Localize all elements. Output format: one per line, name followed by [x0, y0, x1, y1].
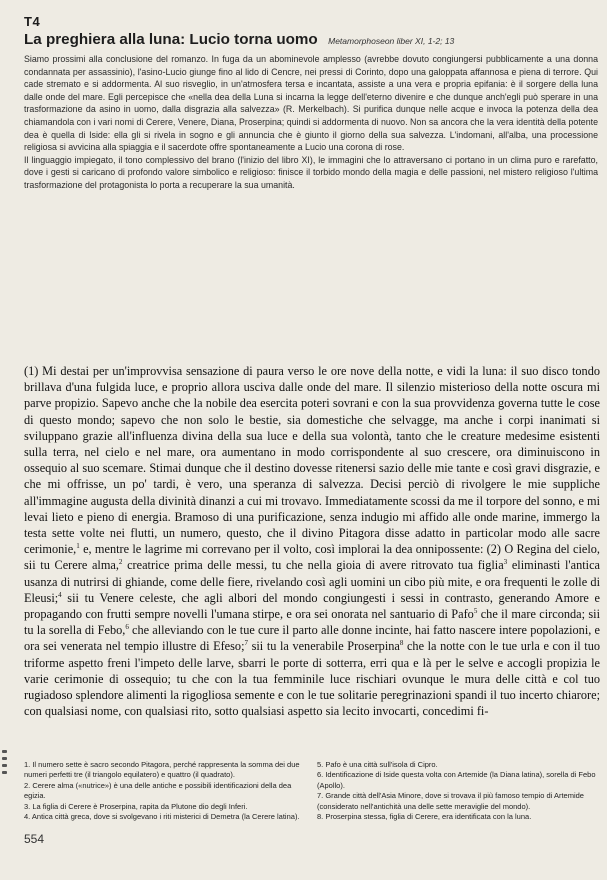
footnotes	[24, 760, 600, 822]
footnote: 7. Grande città dell'Asia Minore, dove si trovava il più famoso tempio di Artemide (considerato nell'antichità una delle sette meraviglie del mondo).	[317, 791, 584, 811]
footnote-ref: 8	[399, 639, 404, 648]
text-label: T4	[24, 14, 41, 29]
section-heading	[24, 31, 604, 49]
passage-text: (1) Mi destai per un'improvvisa sensazione di paura verso le ore nove della notte, e vidi la luna: il suo disco tondo brillava d'una fulgida luce, e proprio allora usciva dalle onde del mare. Il silenzio misterioso della notte oscura mi parve propizio. Sapevo anche che la nobile dea esercita poteri sovrani e con la sua provvidenza governa tutte le cose di questo mondo; sapevo che non solo le bestie, sia domestiche che selvagge, ma anche i corpi inanimati si sviluppano grazie all'influenza divina della sua luce e della sua volontà, tanto che le creature medesime esistenti sulla terra, nel cielo e nel mare, ora aumentano in modo corrispondente al suo crescere, ora diminuiscono in ossequio al suo scemare. Stimai dunque che il destino dovesse ritenersi sazio delle mie tante e così gravi disgrazie, e che mi offrisse, un po' tardi, è vero, una speranza di salvezza. Decisi perciò di rivolgere le mie suppliche all'immagine augusta della divinità dinanzi a cui mi trovavo. Immediatamente scossi da me il torpore del sonno, e mi levai lieto e pieno di energia. Bramoso di una purificazione, senza indugio mi affido alle onde marine, immergo la testa sette volte nei flutti, un numero, questo, che il divino Pitagora disse adatto in particolar modo alle sacre cerimonie,	[24, 364, 600, 557]
passage-text: che alleviando con le tue cure il parto alle donne incinte, hai fatto nascere intere popolazioni, e ora sei venerata nel tempio illustre di Efeso;	[24, 623, 600, 654]
footnote-ref: 7	[244, 639, 248, 648]
passage-paragraph	[24, 363, 600, 719]
footnote: 3. La figlia di Cerere è Proserpina, rapita da Plutone dio degli Inferi.	[24, 801, 248, 811]
footnote-ref: 5	[473, 606, 478, 615]
footnote: 6. Identificazione di Iside questa volta con Artemide (la Diana latina), sorella di Febo (Apollo).	[317, 770, 596, 790]
footnotes-left-column	[24, 760, 307, 822]
source-reference: Metamorphoseon liber XI, 1-2; 13	[328, 36, 455, 46]
binding-mark	[2, 750, 7, 753]
introduction	[24, 53, 598, 192]
page-number: 554	[24, 832, 45, 846]
footnote: 4. Antica città greca, dove si svolgevano i riti misterici di Demetra (la Cerere latina).	[24, 812, 300, 822]
footnote-ref: 4	[58, 590, 62, 599]
footnote: 5. Pafo è una città sull'isola di Cipro.	[317, 760, 438, 769]
passage-text: che il mare circonda; sii tu la sorella di Febo,	[24, 607, 600, 638]
passage-text: che la notte con le tue urla e con il tuo triforme aspetto freni l'impeto delle larve, sbarri le porte di sotterra, erri qua e là per le selve e accogli propizia le varie cerimonie di ossequio; tu che con la tua femminile luce rischiari ovunque le mura delle città e col tuo rugiadoso splendore alimenti la rigogliosa semente e con le tue solitarie peregrinazioni spandi il tuo incerto chiarore; con qualsiasi nome, con qualsiasi rito, sotto qualsiasi aspetto sia lecito invocarti, concedimi fi-	[24, 639, 600, 719]
passage-text: sii tu la venerabile Proserpina	[248, 639, 400, 654]
binding-mark	[2, 771, 7, 774]
footnote-ref: 3	[503, 558, 508, 567]
intro-paragraph: Siamo prossimi alla conclusione del romanzo. In fuga da un abominevole amplesso (avrebbe dovuto congiungersi pubblicamente a una donna condannata per assassinio), l'asino-Lucio giunge fino al lido di Cencre, nei pressi di Corinto, dopo una galoppata affannosa e piena di terrore. Qui cade stremato e si addormenta. Al suo risveglio, in un'atmosfera tersa e incantata, assiste a una vera e propria epifania: è il sorgere della luna dalle onde del mare. Egli percepisce che «nella dea della Luna si incarna la legge dell'eterno divenire e che dunque anch'egli può sperare in una trasformazione da asino in uomo, dalla disgrazia alla salvezza» (R. Merkelbach). Si purifica dunque nelle acque e invoca la potenza della dea chiamandola con i vari nomi di Cerere, Venere, Diana, Proserpina; quindi si addormenta di nuovo. Non sa ancora che la vera identità della potente dea è quella di Iside: ella gli si rivela in sogno e gli annuncia che è giunto il giorno della sua salvezza. L'indomani, all'alba, una processione religiosa si avvicina alla spiaggia e il sacerdote offre spontaneamente a Lucio una corona di rose.	[24, 54, 598, 153]
footnotes-right-column	[317, 760, 600, 822]
footnote: 8. Proserpina stessa, figlia di Cerere, era identificata con la luna.	[317, 812, 532, 822]
passage-text: sii tu Venere celeste, che agli albori del mondo congiungesti i sessi in contrasto, generando Amore e propagando con frutti sempre novelli l'umana stirpe, e ora sei onorata nel santuario di Pafo	[24, 590, 600, 622]
intro-paragraph: Il linguaggio impiegato, il tono complessivo del brano (l'inizio del libro XI), le immagini che lo attraversano ci portano in un clima puro e rarefatto, dove i gesti si caricano di profondo valore simbolico e religioso: finisce il torbido mondo della magia e delle passioni, nel mistero religioso l'ultima trasformazione del protagonista lo porta a recuperare la sua umanità.	[24, 154, 598, 190]
binding-marks	[0, 750, 10, 778]
section-title: La preghiera alla luna: Lucio torna uomo	[24, 31, 318, 48]
passage-text: eliminasti l'antica usanza di nutrirsi di ghiande, come delle fiere, rivelando così agli uomini un cibo più mite, e ora frequenti le zolle di Eleusi;	[24, 558, 600, 605]
footnote-ref: 6	[125, 623, 129, 632]
footnote: 1. Il numero sette è sacro secondo Pitagora, perché rappresenta la somma dei due numeri perfetti tre (il triangolo equilatero) e quattro (il quadrato).	[24, 760, 300, 780]
passage-text: e, mentre le lagrime mi correvano per il volto, così implorai la dea onnipossente: (2) O Regina del cielo, sii tu Cerere alma,	[24, 542, 600, 573]
footnote: 2. Cerere alma («nutrice») è una delle antiche e possibili identificazioni della dea egizia.	[24, 780, 292, 801]
passage-text: creatrice prima delle messi, tu che nella gioia di avere ritrovato tua figlia	[122, 558, 504, 573]
binding-mark	[2, 757, 7, 760]
footnote-ref: 2	[118, 558, 123, 567]
footnote-ref: 1	[76, 542, 80, 551]
translated-passage	[24, 363, 600, 719]
binding-mark	[2, 764, 7, 767]
